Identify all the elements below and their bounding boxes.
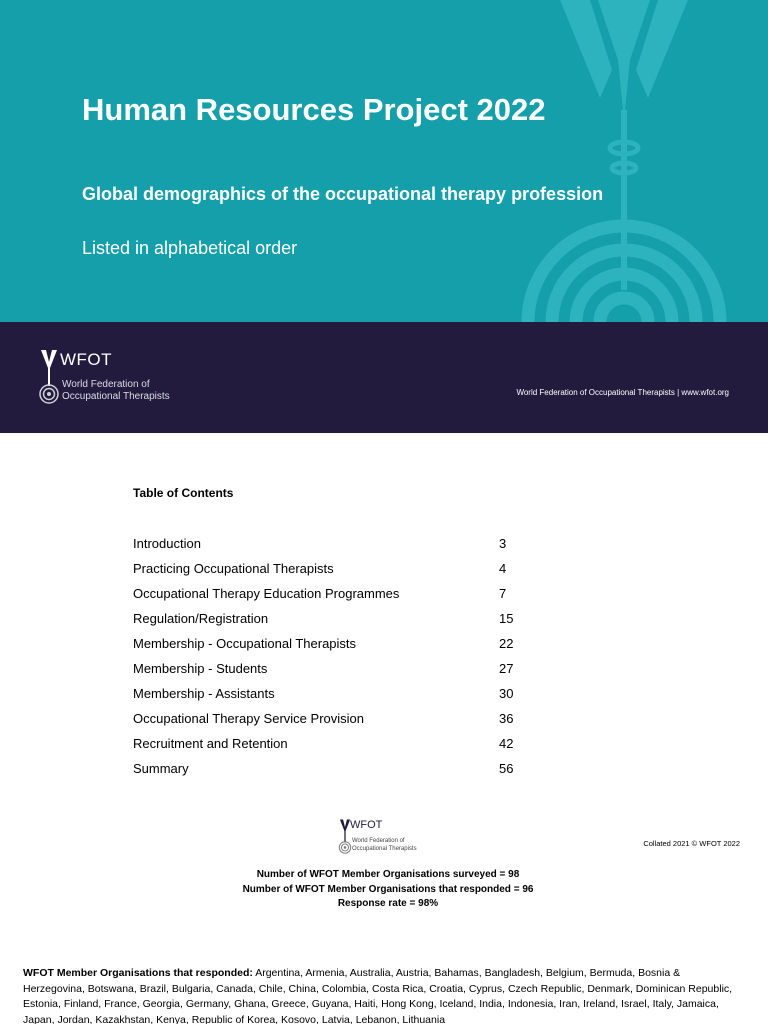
toc-entry-page: 4: [499, 561, 507, 576]
responded-count: Number of WFOT Member Organisations that responded = 96: [242, 883, 534, 895]
responding-organisations: [23, 966, 743, 1024]
logo-wordmark: WFOT: [350, 819, 383, 831]
toc-entry-label: Regulation/Registration: [133, 611, 269, 626]
toc-entry-page: 36: [499, 711, 514, 726]
toc-entry[interactable]: [133, 636, 533, 661]
logo-line-1: World Federation of: [352, 838, 405, 844]
toc-entry[interactable]: [133, 536, 533, 561]
ordering-note: Listed in alphabetical order: [82, 238, 298, 258]
toc-entry-page: 42: [499, 736, 514, 751]
toc-entry-page: 3: [499, 536, 507, 551]
toc-entry-label: Introduction: [133, 536, 201, 551]
toc-entry[interactable]: [133, 736, 533, 761]
responding-organisations-list: Argentina, Armenia, Australia, Austria, Bahamas, Bangladesh, Belgium, Bermuda, Bosnia & Herzegovina, Botswana, Brazil, Bulgaria, Canada, Chile, China, Colombia, Costa Rica, Croatia, Cyprus, Czech Republic, Denmark, Dominican Republic, Estonia, Finland, France, Georgia, Germany, Ghana, Greece, Guyana, Haiti, Hong Kong, Iceland, India, Indonesia, Iran, Ireland, Israel, Italy, Jamaica, Japan, Jordan, Kazakhstan, Kenya, Republic of Korea, Kosovo, Latvia, Lebanon, Lithuania: [23, 967, 733, 1024]
toc-entry-page: 7: [499, 586, 507, 601]
wfot-emblem-graphic: [0, 0, 768, 322]
toc-entry-page: 22: [499, 636, 514, 651]
toc-entry-label: Occupational Therapy Service Provision: [133, 711, 364, 726]
organisation-banner: [0, 322, 768, 433]
banner-footer-text: World Federation of Occupational Therapists | www.wfot.org: [516, 388, 729, 397]
toc-entry-label: Membership - Assistants: [133, 686, 275, 701]
table-of-contents: [133, 486, 533, 786]
toc-entry-page: 27: [499, 661, 514, 676]
toc-entry[interactable]: [133, 611, 533, 636]
toc-entry-page: 56: [499, 761, 514, 776]
cover-hero: [0, 0, 768, 322]
wfot-logo-icon: [38, 348, 60, 404]
surveyed-count: Number of WFOT Member Organisations surveyed = 98: [256, 869, 520, 880]
document-title: Human Resources Project 2022: [82, 92, 546, 127]
logo-line-2: Occupational Therapists: [62, 391, 170, 402]
toc-entry[interactable]: [133, 661, 533, 686]
logo-line-1: World Federation of: [62, 379, 150, 390]
toc-entry-label: Membership - Students: [133, 661, 268, 676]
copyright-note: Collated 2021 © WFOT 2022: [643, 839, 740, 848]
wfot-logo: [38, 348, 198, 408]
toc-entry-label: Summary: [133, 761, 189, 776]
survey-statistics: [0, 868, 768, 912]
toc-entry-label: Membership - Occupational Therapists: [133, 636, 357, 651]
toc-entry-label: Practicing Occupational Therapists: [133, 561, 334, 576]
document-subtitle: Global demographics of the occupational therapy profession: [82, 184, 604, 204]
logo-line-2: Occupational Therapists: [352, 846, 417, 852]
toc-entry[interactable]: [133, 761, 533, 786]
logo-wordmark: WFOT: [60, 350, 113, 369]
toc-entry[interactable]: [133, 711, 533, 736]
toc-entry-page: 30: [499, 686, 514, 701]
toc-entry-label: Occupational Therapy Education Programmes: [133, 586, 400, 601]
toc-entry-page: 15: [499, 611, 514, 626]
toc-heading: Table of Contents: [133, 486, 234, 500]
toc-entry-label: Recruitment and Retention: [133, 736, 288, 751]
toc-entry[interactable]: [133, 561, 533, 586]
responding-organisations-label: WFOT Member Organisations that responded:: [23, 967, 253, 979]
toc-entry[interactable]: [133, 686, 533, 711]
toc-entry[interactable]: [133, 586, 533, 611]
wfot-logo-small: [338, 816, 438, 858]
response-rate: Response rate = 98%: [337, 898, 439, 909]
